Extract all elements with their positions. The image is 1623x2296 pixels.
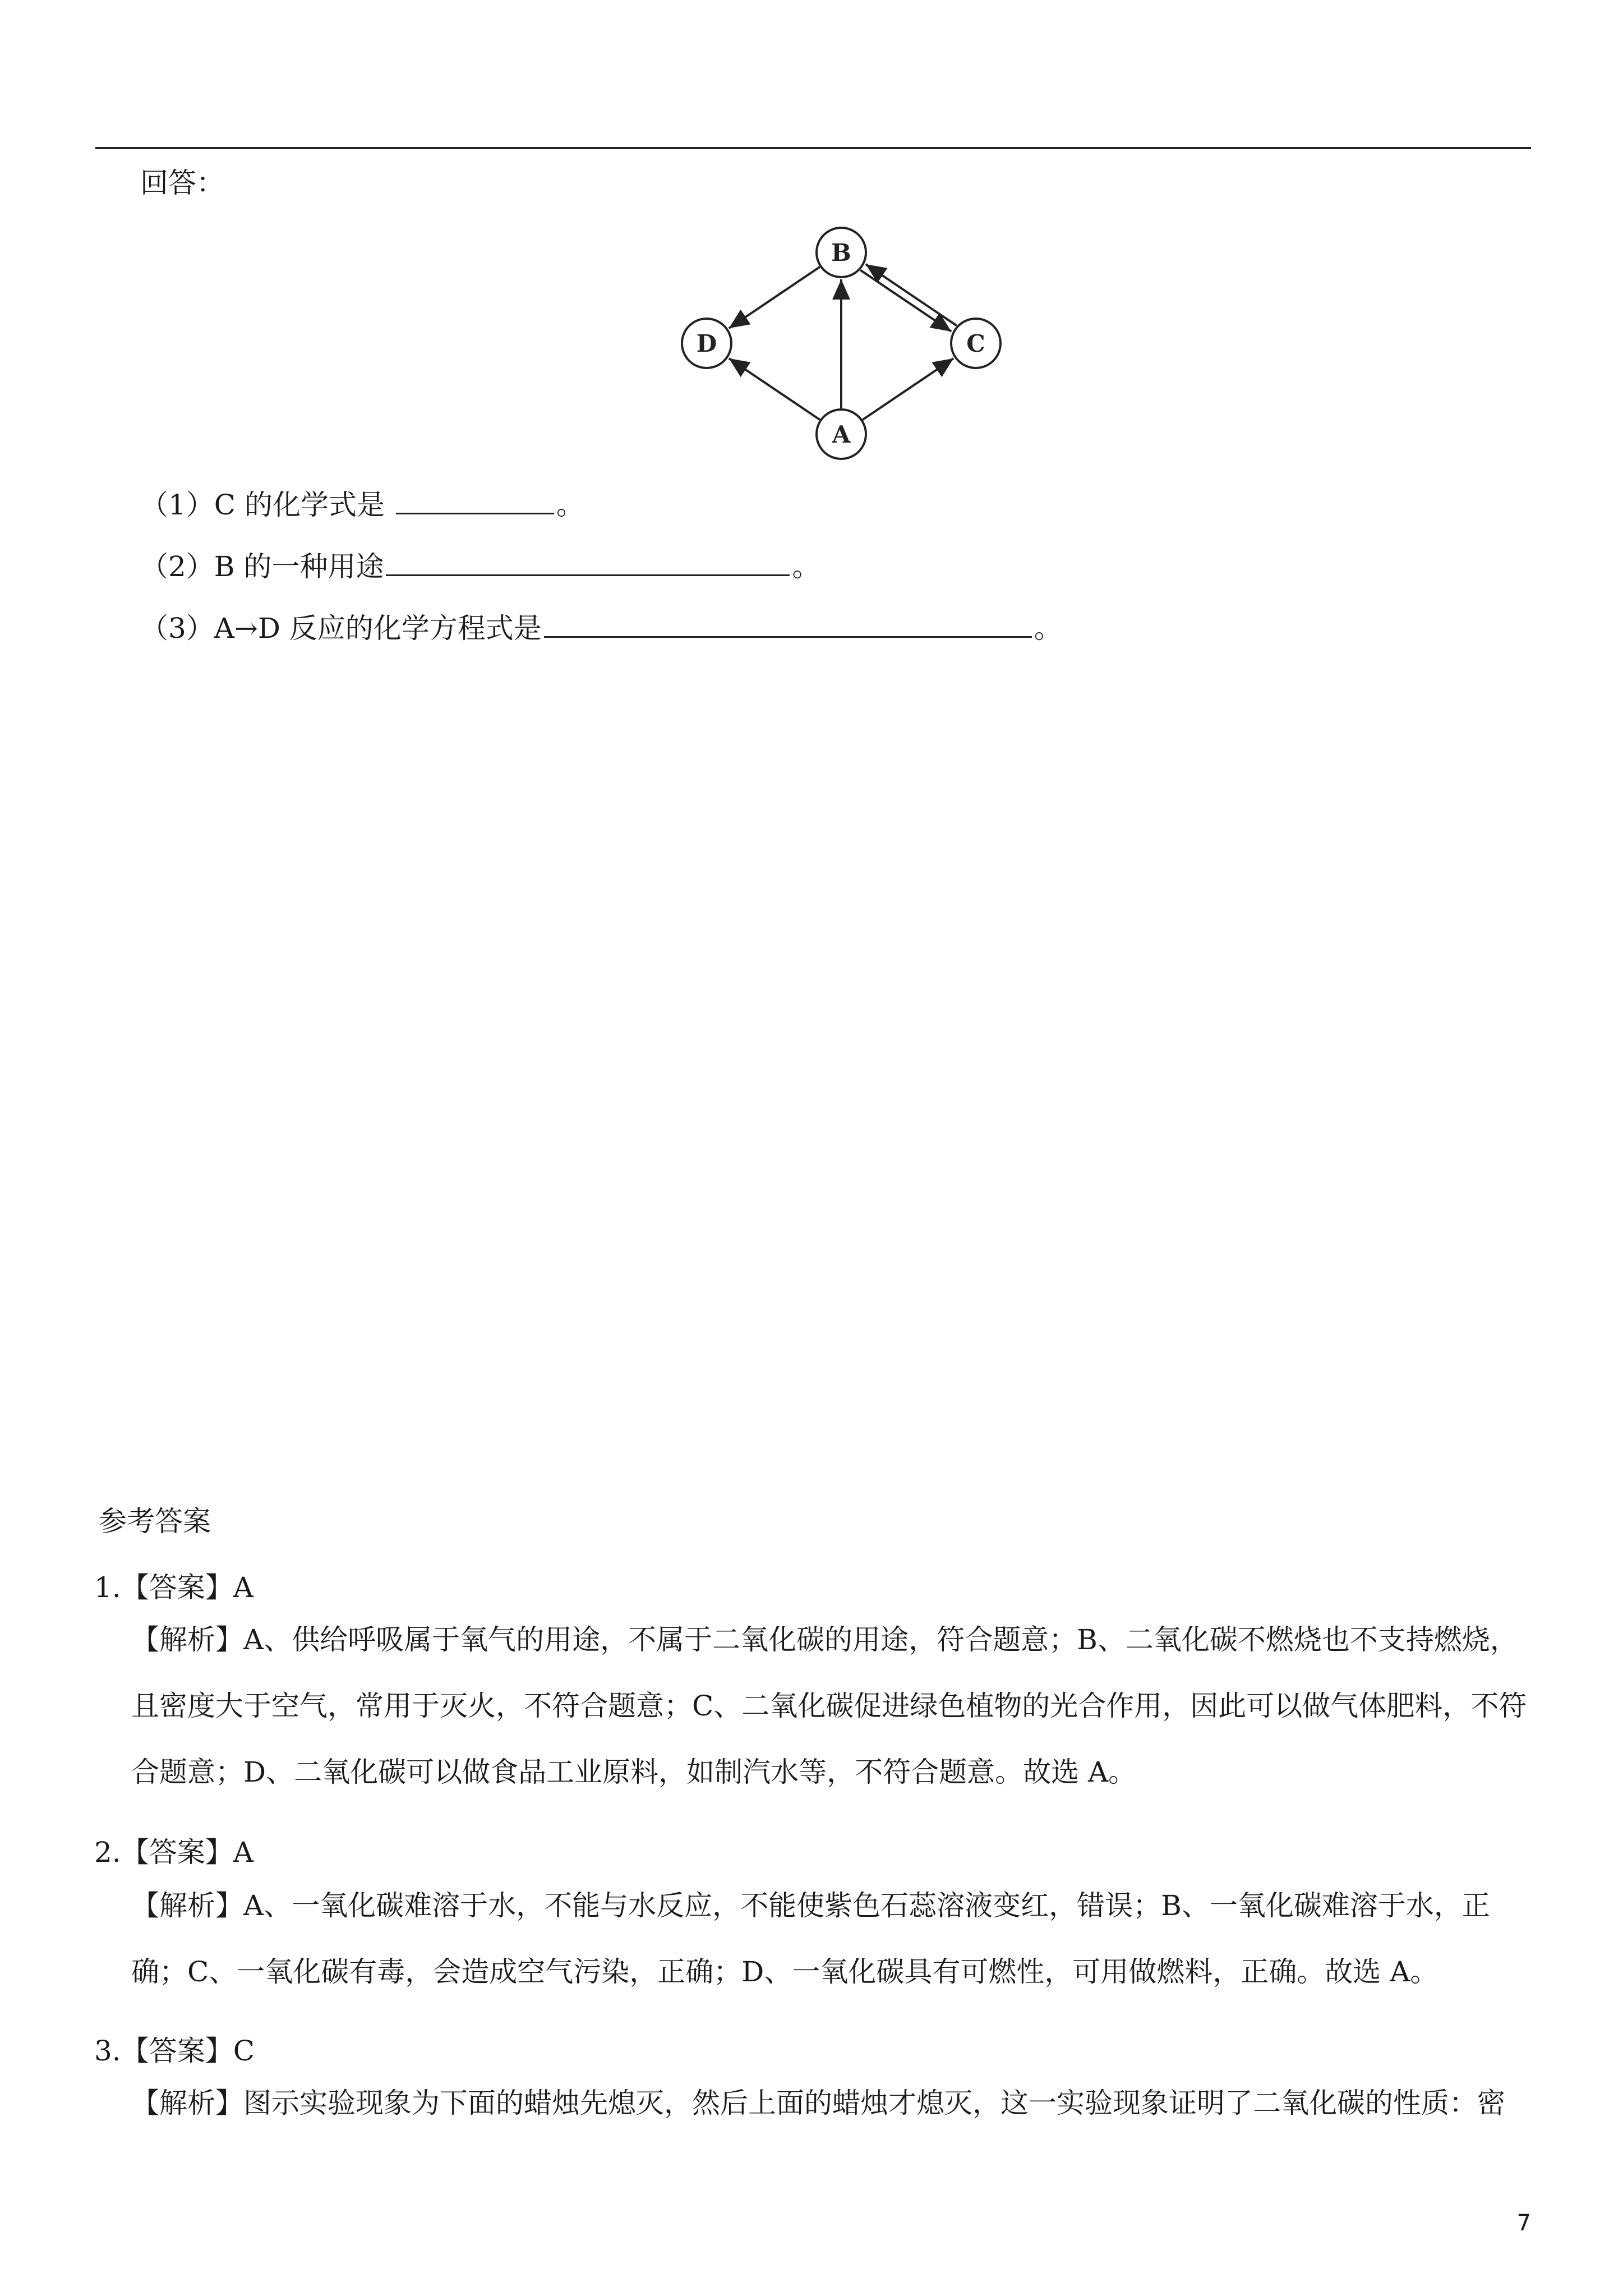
question-2-blank	[386, 550, 790, 576]
relationship-diagram	[662, 213, 1021, 471]
edge-a-to-d	[729, 358, 820, 420]
question-2-text: （2）B 的一种用途	[140, 550, 384, 583]
edge-a-to-c	[863, 358, 953, 420]
question-1	[140, 488, 584, 522]
edge-c-to-b	[866, 264, 957, 325]
answer-1-label: 1.【答案】A	[94, 1571, 253, 1604]
question-3-end: 。	[1034, 612, 1062, 645]
diagram-edges	[729, 264, 957, 420]
node-label: B	[831, 239, 851, 266]
node-label: A	[832, 421, 851, 448]
question-1-blank	[396, 488, 554, 514]
answer-prompt: 回答：	[140, 167, 224, 199]
node-label: C	[966, 330, 985, 357]
answers-heading: 参考答案	[99, 1505, 211, 1538]
answer-3-analysis: 【解析】图示实验现象为下面的蜡烛先熄灭，然后上面的蜡烛才熄灭，这一实验现象证明了二氧化碳的性质：密	[131, 2087, 1505, 2119]
question-1-text: （1）C 的化学式是	[140, 489, 394, 521]
node-a	[817, 409, 866, 459]
answer-2-label: 2.【答案】A	[94, 1836, 253, 1869]
node-label: D	[696, 330, 717, 357]
node-b	[817, 228, 866, 277]
question-2-end: 。	[792, 550, 820, 583]
question-2	[140, 550, 820, 583]
node-d	[682, 319, 731, 368]
answer-3-label: 3.【答案】C	[94, 2035, 255, 2067]
question-3-blank	[544, 611, 1032, 638]
question-1-end: 。	[556, 489, 584, 521]
node-c	[951, 319, 1000, 368]
edge-b-to-c	[860, 270, 951, 332]
question-3	[140, 611, 1062, 645]
question-3-text: （3）A→D 反应的化学方程式是	[140, 612, 542, 645]
answer-1-analysis: 【解析】A、供给呼吸属于氧气的用途，不属于二氧化碳的用途，符合题意；B、二氧化碳不燃烧也不支持燃烧，且密度大于空气，常用于灭火，不符合题意；C、二氧化碳促进绿色植物的光合作用，因此可以做气体肥料，不符合题意；D、二氧化碳可以做食品工业原料，如制汽水等，不符合题意。故选 A。	[131, 1623, 1527, 1788]
answer-2-analysis: 【解析】A、一氧化碳难溶于水，不能与水反应，不能使紫色石蕊溶液变红，错误；B、一氧化碳难溶于水，正确；C、一氧化碳有毒，会造成空气污染，正确；D、一氧化碳具有可燃性，可用做燃料，正确。故选 A。	[131, 1889, 1490, 1988]
header-rule	[95, 147, 1531, 149]
edge-b-to-d	[729, 267, 820, 328]
page-number: 7	[1516, 2210, 1531, 2236]
